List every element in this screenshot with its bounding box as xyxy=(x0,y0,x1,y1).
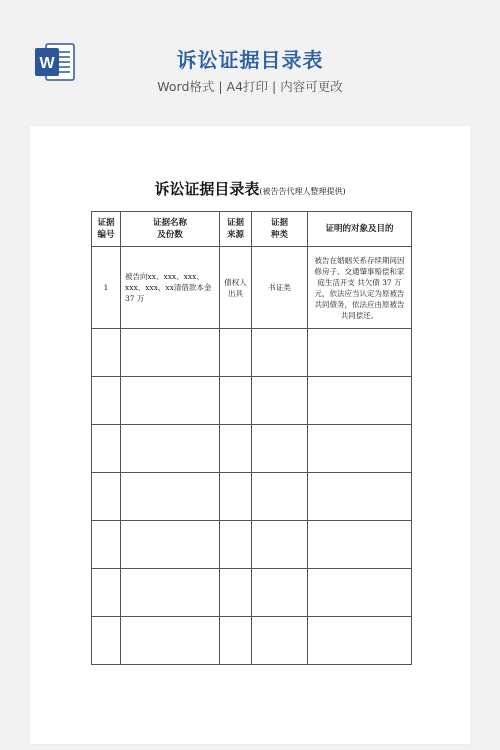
table-row-empty xyxy=(92,473,412,521)
empty-cell xyxy=(252,521,308,569)
table-row-empty xyxy=(92,329,412,377)
page-subtitle: Word格式 | A4打印 | 内容可更改 xyxy=(157,79,343,94)
column-header-purpose: 证明的对象及目的 xyxy=(308,212,412,247)
empty-cell xyxy=(92,329,121,377)
empty-cell xyxy=(252,425,308,473)
table-row-empty xyxy=(92,617,412,665)
empty-cell xyxy=(92,617,121,665)
empty-cell xyxy=(220,473,252,521)
empty-cell xyxy=(220,425,252,473)
column-header-source: 证据 来源 xyxy=(220,212,252,247)
empty-cell xyxy=(92,425,121,473)
word-icon-letter: W xyxy=(39,55,55,72)
evidence-number-cell: 1 xyxy=(92,247,121,329)
empty-cell xyxy=(220,521,252,569)
empty-cell xyxy=(252,617,308,665)
empty-cell xyxy=(121,473,220,521)
empty-cell xyxy=(308,521,412,569)
page-header xyxy=(0,0,500,110)
page-title: 诉讼证据目录表 xyxy=(176,48,324,72)
empty-cell xyxy=(121,377,220,425)
table-row-empty xyxy=(92,569,412,617)
evidence-source-cell: 债权人出具 xyxy=(220,247,252,329)
empty-cell xyxy=(92,377,121,425)
empty-cell xyxy=(92,521,121,569)
document-title-main: 诉讼证据目录表 xyxy=(154,180,260,198)
empty-cell xyxy=(252,329,308,377)
empty-cell xyxy=(220,377,252,425)
empty-cell xyxy=(308,569,412,617)
empty-cell xyxy=(121,569,220,617)
empty-cell xyxy=(308,377,412,425)
document-title-note: (被告告代理人整理提供) xyxy=(259,187,346,196)
empty-cell xyxy=(252,473,308,521)
empty-cell xyxy=(121,425,220,473)
column-header-number: 证据 编号 xyxy=(92,212,121,247)
column-header-type: 证据 种类 xyxy=(252,212,308,247)
empty-cell xyxy=(220,569,252,617)
table-row xyxy=(92,247,412,329)
empty-cell xyxy=(220,617,252,665)
table-row-empty xyxy=(92,425,412,473)
empty-cell xyxy=(308,329,412,377)
empty-cell xyxy=(220,329,252,377)
empty-cell xyxy=(92,473,121,521)
evidence-purpose-cell: 被告在婚姻关系存续期间因修房子、交通肇事赔偿和家庭生活开支 共欠债 37 万元，依法应当认定为原被告共同债务，依法应由原被告共同偿还。 xyxy=(308,247,412,329)
table-row-empty xyxy=(92,377,412,425)
column-header-name: 证据名称 及份数 xyxy=(121,212,220,247)
empty-cell xyxy=(308,473,412,521)
evidence-table xyxy=(91,211,412,665)
document-title xyxy=(30,178,470,199)
empty-cell xyxy=(308,617,412,665)
empty-cell xyxy=(308,425,412,473)
empty-cell xyxy=(121,617,220,665)
evidence-name-cell: 被告向xx、xxx、xxx、xxx、xxx、xx清借款本金 37 万 xyxy=(121,247,220,329)
empty-cell xyxy=(252,377,308,425)
table-header-row xyxy=(92,212,412,247)
empty-cell xyxy=(121,329,220,377)
empty-cell xyxy=(252,569,308,617)
empty-cell xyxy=(92,569,121,617)
empty-cell xyxy=(121,521,220,569)
table-row-empty xyxy=(92,521,412,569)
evidence-type-cell: 书证类 xyxy=(252,247,308,329)
document-page xyxy=(30,126,470,744)
